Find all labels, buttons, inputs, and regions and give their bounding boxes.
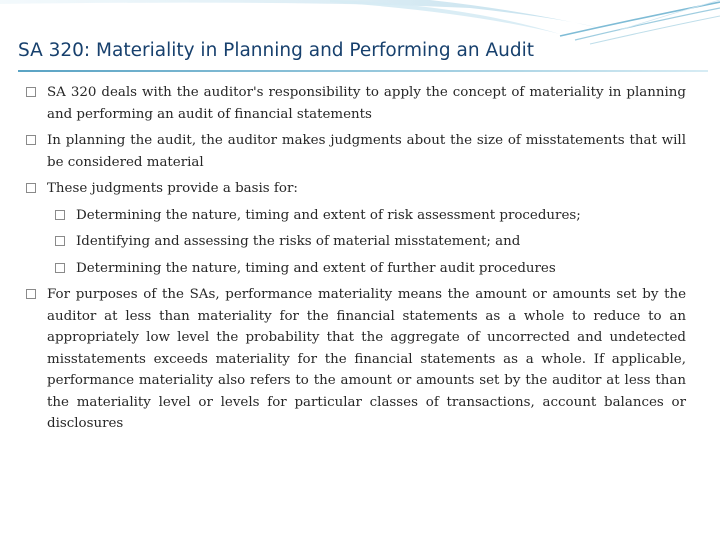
sub-bullet-text: Determining the nature, timing and extent of further audit procedures <box>76 260 556 276</box>
bullet-text: These judgments provide a basis for: <box>47 181 298 196</box>
square-bullet-icon <box>55 210 65 220</box>
bullet-text: For purposes of the SAs, performance materiality means the amount or amounts set by the auditor at less than materiality for the financial statements as a whole to reduce to an appropriately low level the probability that the aggregate of uncorrected and undetected misstatements exceeds materiality for the financial statements as a whole. If applicable, performance materiality also refers to the amount or amounts set by the auditor at less than the materiality level or levels for particular classes of transactions, account balances or disclosures <box>47 287 686 431</box>
sub-bullet-item <box>55 231 686 253</box>
bullet-item <box>26 130 686 173</box>
sub-bullet-text: Identifying and assessing the risks of material misstatement; and <box>76 234 521 249</box>
bullet-item <box>26 82 686 125</box>
slide-title: SA 320: Materiality in Planning and Performing an Audit <box>18 40 534 61</box>
title-underline <box>18 70 708 72</box>
sub-bullet-item <box>55 258 686 280</box>
bullet-item <box>26 178 686 200</box>
square-bullet-icon <box>26 183 36 193</box>
bullet-list <box>26 82 686 440</box>
bullet-item <box>26 284 686 435</box>
sub-bullet-item <box>55 205 686 227</box>
bullet-text: In planning the audit, the auditor makes judgments about the size of misstatements that will be considered material <box>47 133 686 170</box>
square-bullet-icon <box>55 263 65 273</box>
sub-bullet-text: Determining the nature, timing and extent of risk assessment procedures; <box>76 207 581 223</box>
square-bullet-icon <box>55 236 65 246</box>
square-bullet-icon <box>26 135 36 145</box>
square-bullet-icon <box>26 87 36 97</box>
bullet-text: SA 320 deals with the auditor's responsibility to apply the concept of materiality in planning and performing an audit of financial statements <box>47 85 686 122</box>
square-bullet-icon <box>26 289 36 299</box>
